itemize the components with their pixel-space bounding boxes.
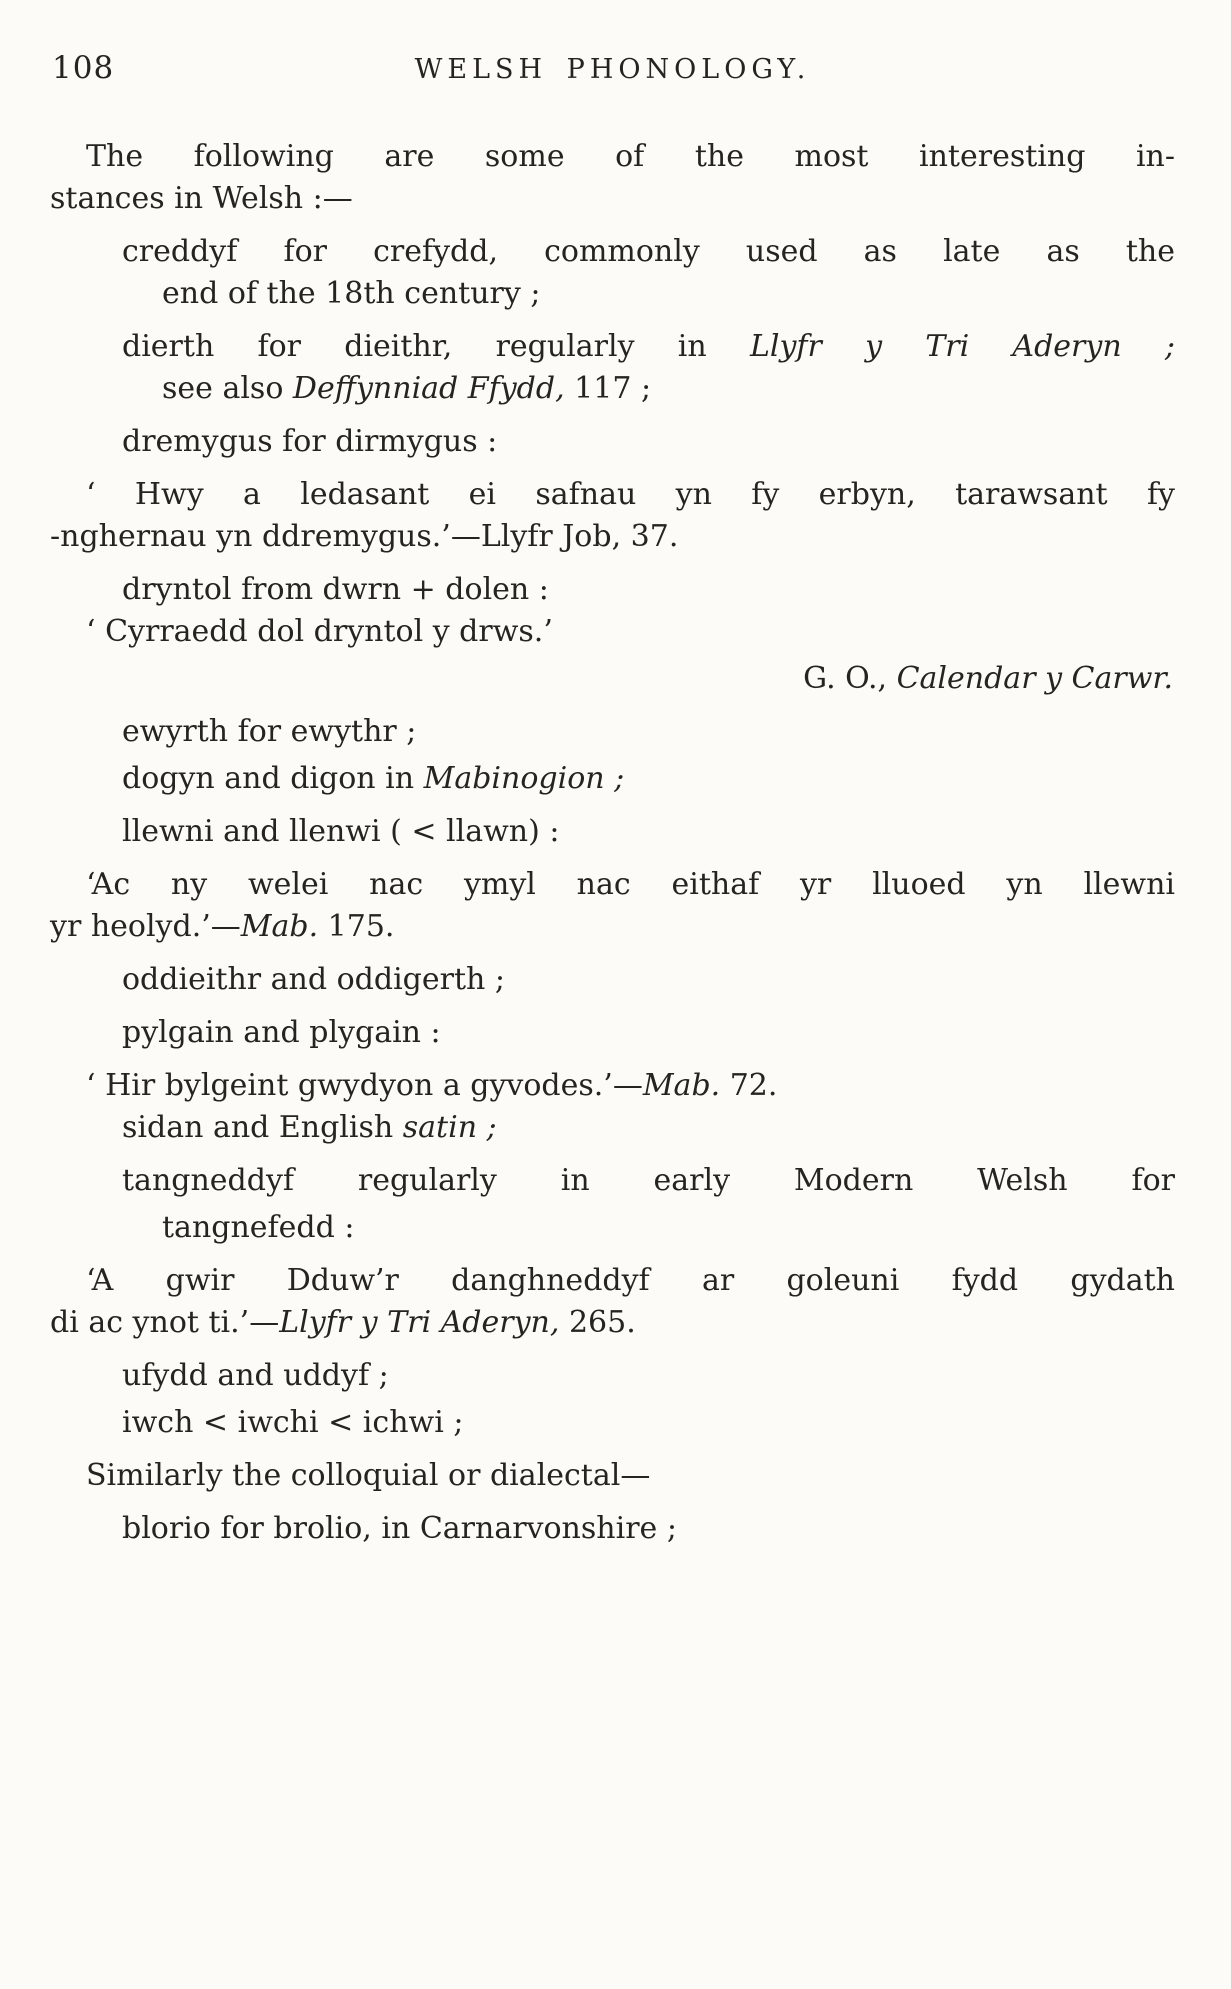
text-line	[122, 1355, 1175, 1397]
text-line	[50, 1302, 1175, 1344]
italic-text-run: Llyfr y Tri Aderyn ;	[749, 329, 1175, 364]
text-line	[86, 864, 1175, 906]
text-line	[122, 421, 1175, 463]
text-line	[122, 1402, 1175, 1444]
text-run: tangnefedd :	[162, 1210, 355, 1245]
text-run: 72.	[720, 1068, 778, 1103]
text-run: ‘ Hwy a ledasant ei safnau yn fy erbyn, tarawsant fy	[86, 477, 1175, 512]
text-run: creddyf for crefydd, commonly used as late as the	[122, 234, 1175, 269]
text-line	[50, 658, 1173, 700]
text-line	[122, 569, 1175, 611]
text-line	[122, 1160, 1175, 1202]
text-line	[122, 758, 1175, 800]
text-run: ‘Ac ny welei nac ymyl nac eithaf yr lluoed yn llewni	[86, 867, 1175, 902]
text-run: dogyn and digon in	[122, 761, 424, 796]
italic-text-run: Mabinogion ;	[423, 761, 625, 796]
text-run: dierth for dieithr, regularly in	[122, 329, 750, 364]
text-line	[122, 326, 1175, 368]
text-line	[122, 231, 1175, 273]
text-line	[50, 906, 1175, 948]
text-run: ‘A gwir Dduw’r danghneddyf ar goleuni fydd gydath	[86, 1263, 1175, 1298]
text-run: stances in Welsh :—	[50, 181, 353, 216]
text-run: ‘ Hir bylgeint gwydyon a gyvodes.’—	[86, 1068, 643, 1103]
text-line	[86, 611, 1175, 653]
text-run: yr heolyd.’—	[50, 909, 241, 944]
text-run: blorio for brolio, in Carnarvonshire ;	[122, 1511, 677, 1546]
text-run: -nghernau yn ddremygus.’—Llyfr Job, 37.	[50, 519, 679, 554]
text-line	[162, 273, 1175, 315]
italic-text-run: Mab.	[240, 909, 319, 944]
text-line	[86, 1065, 1175, 1107]
text-line	[122, 959, 1175, 1001]
text-run: ‘ Cyrraedd dol dryntol y drws.’	[86, 614, 553, 649]
page-body	[50, 136, 1175, 1550]
italic-text-run: Mab.	[642, 1068, 721, 1103]
text-run: llewni and llenwi ( < llawn) :	[122, 814, 560, 849]
text-run: pylgain and plygain :	[122, 1015, 441, 1050]
italic-text-run: Llyfr y Tri Aderyn,	[279, 1305, 560, 1340]
text-line	[86, 1455, 1175, 1497]
text-run: 175.	[318, 909, 395, 944]
text-line	[50, 178, 1175, 220]
text-run: Similarly the colloquial or dialectal—	[86, 1458, 651, 1493]
text-run: ewyrth for ewythr ;	[122, 714, 417, 749]
text-run: sidan and English	[122, 1110, 403, 1145]
text-line	[162, 368, 1175, 410]
italic-text-run: Calendar y Carwr.	[896, 661, 1173, 696]
italic-text-run: satin ;	[402, 1110, 497, 1145]
text-line	[122, 711, 1175, 753]
text-run: oddieithr and oddigerth ;	[122, 962, 505, 997]
text-line	[86, 1260, 1175, 1302]
text-run: The following are some of the most interesting in-	[86, 139, 1175, 174]
italic-text-run: Deffynniad Ffydd,	[292, 371, 565, 406]
text-run: iwch < iwchi < ichwi ;	[122, 1405, 464, 1440]
text-run: see also	[162, 371, 293, 406]
text-line	[86, 136, 1175, 178]
text-line	[50, 516, 1175, 558]
text-run: 265.	[559, 1305, 636, 1340]
text-run: dremygus for dirmygus :	[122, 424, 498, 459]
text-run: 117 ;	[564, 371, 652, 406]
text-run: end of the 18th century ;	[162, 276, 541, 311]
text-run: ufydd and uddyf ;	[122, 1358, 389, 1393]
text-run: di ac ynot ti.’—	[50, 1305, 280, 1340]
text-line	[122, 811, 1175, 853]
text-line	[162, 1207, 1175, 1249]
text-run: dryntol from dwrn + dolen :	[122, 572, 549, 607]
running-title: WELSH PHONOLOGY.	[414, 54, 811, 85]
text-line	[122, 1107, 1175, 1149]
page-header	[50, 44, 1175, 96]
text-run: tangneddyf regularly in early Modern Welsh for	[122, 1163, 1175, 1198]
page-number: 108	[52, 50, 115, 86]
text-line	[122, 1012, 1175, 1054]
text-run: G. O.,	[803, 661, 897, 696]
text-line	[86, 474, 1175, 516]
text-line	[122, 1508, 1175, 1550]
